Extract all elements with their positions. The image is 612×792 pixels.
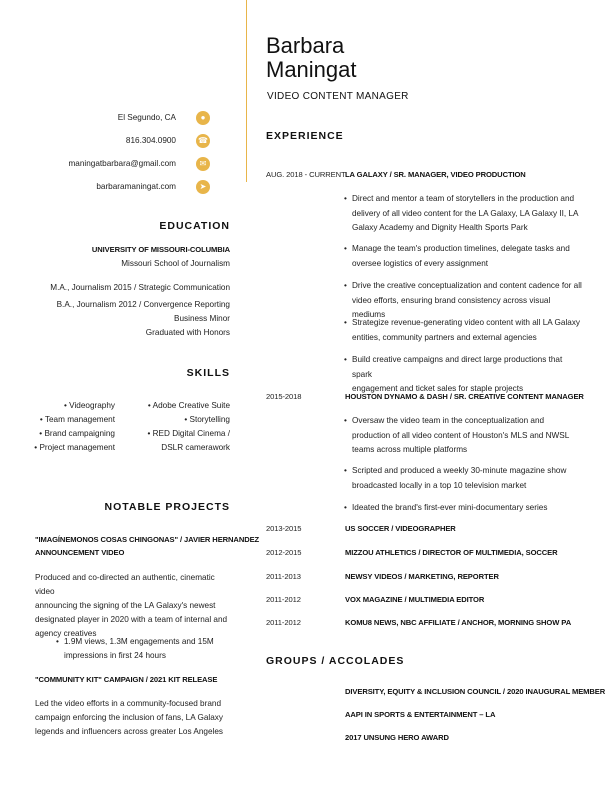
job-date: 2011-2013 <box>266 572 301 581</box>
contact-location: El Segundo, CA <box>117 113 176 122</box>
job-2-bullet: • Oversaw the video team in the conceptualization and production of all video content of Houston's MLS and NWSL teams across multiple platforms <box>352 414 584 458</box>
contact-phone: 816.304.0900 <box>125 136 176 145</box>
education-degree-ma: M.A., Journalism 2015 / Strategic Communication <box>50 283 230 292</box>
education-degree-ba: B.A., Journalism 2012 / Convergence Reporting <box>56 300 230 309</box>
education-heading: EDUCATION <box>159 220 230 232</box>
phone-icon: ☎ <box>196 134 210 148</box>
skill-item: • Team management <box>39 415 115 424</box>
contact-email[interactable]: maningatbarbara@gmail.com <box>68 159 176 168</box>
job-2-role: HOUSTON DYNAMO & DASH / SR. CREATIVE CONTENT MANAGER <box>345 392 584 401</box>
job-1-bullet: • Drive the creative conceptualization and content cadence for all video efforts, ensuring brand consistency across visual mediums <box>352 279 584 323</box>
job-date: 2012-2015 <box>266 548 302 557</box>
job-2-bullet: • Scripted and produced a weekly 30-minute magazine show broadcasted locally in a top 10 television market <box>352 464 584 493</box>
group-item: DIVERSITY, EQUITY & INCLUSION COUNCIL / 2020 INAUGURAL MEMBER <box>345 687 606 696</box>
job-1-bullet: • Direct and mentor a team of storytellers in the production and delivery of all video content for the LA Galaxy, LA Galaxy II, LA Galaxy Academy and Dignity Health Sports Park <box>352 192 584 236</box>
group-item: 2017 UNSUNG HERO AWARD <box>345 733 449 742</box>
job-date: 2013-2015 <box>266 524 302 533</box>
job-1-role: LA GALAXY / SR. MANAGER, VIDEO PRODUCTION <box>345 170 526 179</box>
location-pin-icon: ● <box>196 111 210 125</box>
contact-website[interactable]: barbaramaningat.com <box>96 182 176 191</box>
projects-heading: NOTABLE PROJECTS <box>104 501 230 513</box>
job-title: VIDEO CONTENT MANAGER <box>267 91 409 102</box>
experience-heading: EXPERIENCE <box>266 130 344 142</box>
education-subschool: Missouri School of Journalism <box>121 259 230 268</box>
first-name: Barbara <box>266 33 345 58</box>
job-1-bullet: • Build creative campaigns and direct large productions that spark engagement and ticket sales for staple projects <box>352 353 584 397</box>
accent-divider-line <box>246 0 247 182</box>
job-role: NEWSY VIDEOS / MARKETING, REPORTER <box>345 572 499 581</box>
email-icon: ✉ <box>196 157 210 171</box>
skill-item: • Project management <box>34 443 115 452</box>
job-date: 2011-2012 <box>266 595 301 604</box>
job-role: US SOCCER / VIDEOGRAPHER <box>345 524 456 533</box>
skills-heading: SKILLS <box>186 367 230 379</box>
skill-item: • Videography <box>64 401 115 410</box>
project-1-bullet: • 1.9M views, 1.3M engagements and 15M impressions in first 24 hours <box>56 637 214 660</box>
education-honors: Graduated with Honors <box>145 328 230 337</box>
job-role: KOMU8 NEWS, NBC AFFILIATE / ANCHOR, MORNING SHOW PA <box>345 618 572 627</box>
job-date: 2011-2012 <box>266 618 301 627</box>
job-1-bullet: • Strategize revenue-generating video content with all LA Galaxy entities, community partners and external agencies <box>352 316 584 345</box>
job-role: MIZZOU ATHLETICS / DIRECTOR OF MULTIMEDIA, SOCCER <box>345 548 558 557</box>
job-2-bullet: • Ideated the brand's first-ever mini-documentary series <box>352 501 584 516</box>
education-school: UNIVERSITY OF MISSOURI-COLUMBIA <box>91 245 230 254</box>
skill-item: • RED Digital Cinema / <box>147 429 230 438</box>
last-name: Maningat <box>266 57 357 82</box>
education-minor: Business Minor <box>174 314 230 323</box>
project-1-title: "IMAGÍNEMONOS COSAS CHINGONAS" / JAVIER HERNANDEZ <box>35 535 260 544</box>
job-2-date: 2015-2018 <box>266 392 302 401</box>
project-1-description: Produced and co-directed an authentic, cinematic video announcing the signing of the LA Galaxy's newest designated player in 2020 with a team of internal and agency creatives <box>35 573 228 638</box>
skill-item: • Adobe Creative Suite <box>147 401 230 410</box>
cursor-icon: ➤ <box>196 180 210 194</box>
project-2-description: Led the video efforts in a community-focused brand campaign enforcing the inclusion of fans, LA Galaxy legends and influencers across greater Los Angeles <box>35 699 223 736</box>
job-1-bullet: • Manage the team's production timelines, delegate tasks and oversee logistics of every assignment <box>352 242 584 271</box>
skill-item: DSLR camerawork <box>161 443 230 452</box>
group-item: AAPI IN SPORTS & ENTERTAINMENT – LA <box>345 710 496 719</box>
job-role: VOX MAGAZINE / MULTIMEDIA EDITOR <box>345 595 485 604</box>
skill-item: • Brand campaigning <box>39 429 115 438</box>
project-1-title-cont: ANNOUNCEMENT VIDEO <box>35 548 125 557</box>
project-2-title: "COMMUNITY KIT" CAMPAIGN / 2021 KIT RELEASE <box>35 675 218 684</box>
groups-heading: GROUPS / ACCOLADES <box>266 655 405 667</box>
skill-item: • Storytelling <box>184 415 230 424</box>
job-1-date: AUG. 2018 - CURRENT <box>266 170 346 179</box>
